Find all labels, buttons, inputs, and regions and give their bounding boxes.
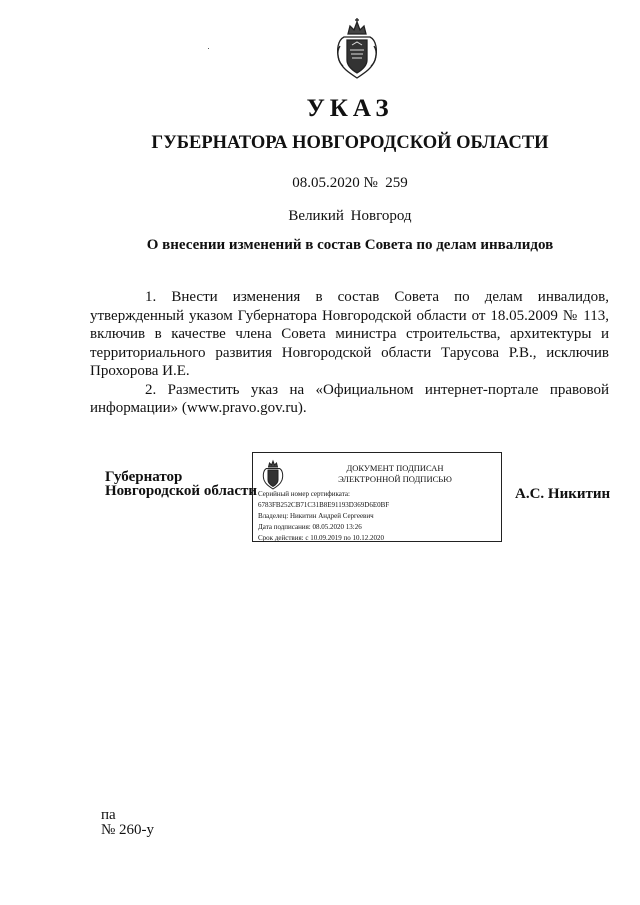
stamp-details bbox=[258, 489, 498, 544]
certificate-owner: Владелец: Никитин Андрей Сергеевич bbox=[258, 512, 374, 520]
certificate-validity: Срок действия: с 10.09.2019 по 10.12.2020 bbox=[258, 534, 384, 542]
footer-registry-mark bbox=[101, 808, 154, 838]
document-number: 259 bbox=[385, 175, 408, 191]
stamp-heading-line: ЭЛЕКТРОННОЙ ПОДПИСЬЮ bbox=[338, 474, 452, 484]
electronic-signature-stamp bbox=[252, 452, 502, 542]
coat-of-arms-icon bbox=[259, 458, 287, 492]
issuer-title: ГУБЕРНАТОРА НОВГОРОДСКОЙ ОБЛАСТИ bbox=[151, 133, 549, 153]
signer-name: А.С. Никитин bbox=[515, 486, 611, 502]
city: Великий Новгород bbox=[288, 208, 412, 224]
number-sign: № bbox=[363, 175, 378, 191]
scan-speck bbox=[208, 48, 209, 49]
document-subject: О внесении изменений в состав Совета по делам инвалидов bbox=[146, 237, 554, 253]
stamp-heading-line: ДОКУМЕНТ ПОДПИСАН bbox=[346, 463, 444, 473]
body-paragraph: 2. Разместить указ на «Официальном интернет-портале правовой информации» (www.pravo.gov.ru). bbox=[90, 381, 609, 416]
signer-position-line: Новгородской области bbox=[105, 483, 258, 499]
signer-position-line: Губернатор bbox=[105, 469, 183, 485]
stamp-heading bbox=[295, 463, 495, 485]
certificate-number: 6783FB252CB71C31B8E91193D369D6E0BF bbox=[258, 501, 390, 509]
body-paragraph: 1. Внести изменения в состав Совета по делам инвалидов, утвержденный указом Губернатора Новгородской области от 18.05.2009 № 113, включив в качестве члена Совета министра строительства, архитектуры и территориального развития Новгородской области Тарусова Р.В., исключив Прохорова И.Е. bbox=[90, 289, 609, 379]
certificate-label: Серийный номер сертификата: bbox=[258, 490, 350, 498]
date-number-line bbox=[0, 175, 640, 192]
signing-date: Дата подписания: 08.05.2020 13:26 bbox=[258, 523, 362, 531]
coat-of-arms-icon bbox=[334, 16, 380, 84]
document-date: 08.05.2020 bbox=[292, 175, 360, 191]
signer-position bbox=[105, 470, 257, 498]
footer-line: па bbox=[101, 807, 116, 823]
footer-line: № 260-у bbox=[101, 822, 155, 838]
document-type-title: УКАЗ bbox=[306, 95, 394, 122]
document-body bbox=[90, 288, 609, 418]
